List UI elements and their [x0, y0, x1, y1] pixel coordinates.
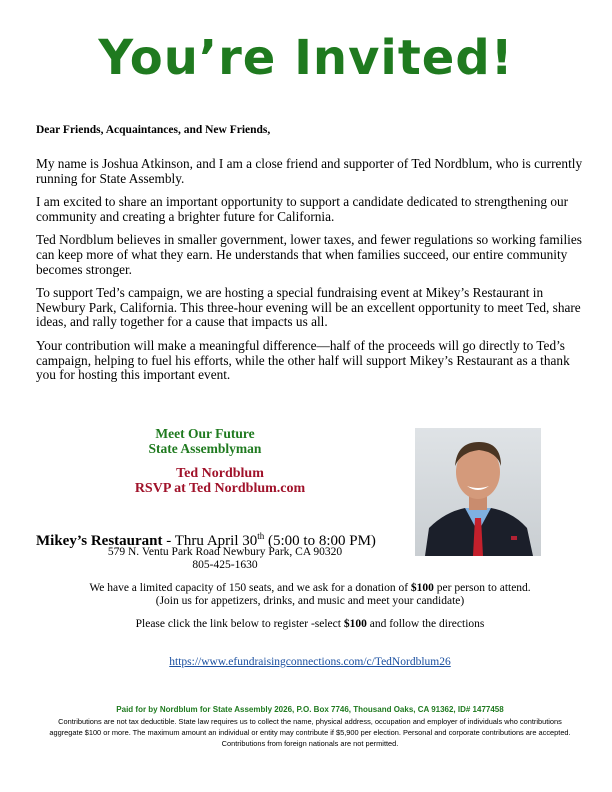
- meet-line-1: Meet Our Future: [155, 426, 255, 441]
- rsvp-line: RSVP at Ted Nordblum.com: [134, 481, 306, 496]
- register-text: Please click the link below to register -select: [135, 618, 344, 630]
- venue-address-block: [60, 546, 390, 572]
- paid-for-by: Paid for by Nordblum for State Assembly 2026, P.O. Box 7746, Thousand Oaks, CA 91362, ID# 1477458: [116, 705, 504, 714]
- invitation-title: You’re Invited!: [98, 30, 514, 86]
- event-time: (5:00 to 8:00 PM): [264, 533, 376, 549]
- paragraph-contribution: Your contribution will make a meaningful difference—half of the proceeds will go directly to Ted’s campaign, helping to fuel his efforts, while the other half will support Mikey’s Restaurant as a thank you for hosting this important event.: [36, 337, 570, 383]
- candidate-name: Ted Nordblum: [176, 466, 264, 481]
- capacity-note: (Join us for appetizers, drinks, and music and meet your candidate): [155, 595, 465, 607]
- salutation: Dear Friends, Acquaintances, and New Friends,: [36, 124, 271, 136]
- registration-link[interactable]: https://www.efundraisingconnections.com/c/TedNordblum26: [169, 656, 451, 668]
- registration-link-container: [36, 656, 584, 668]
- candidate-rsvp-block: [90, 466, 350, 496]
- capacity-info: [36, 582, 584, 608]
- paragraph-event: To support Ted’s campaign, we are hosting a special fundraising event at Mikey’s Restaurant in Newbury Park, California. This three-hour evening will be an excellent opportunity to meet Ted, share ideas, and rally together for a cause that impacts us all.: [36, 285, 581, 330]
- paragraph-intro: My name is Joshua Atkinson, and I am a close friend and supporter of Ted Nordblum, who is currently running for State Assembly.: [36, 156, 583, 186]
- meet-candidate-heading: [90, 426, 320, 456]
- paragraph-opportunity: I am excited to share an important opportunity to support a candidate dedicated to strengthening our community and creating a brighter future for California.: [36, 194, 569, 224]
- capacity-text: We have a limited capacity of 150 seats, and we ask for a donation of: [89, 582, 411, 594]
- legal-disclaimer: Contributions are not tax deductible. State law requires us to collect the name, physical address, occupation and employer of individuals who contributions aggregate $100 or more. The maximum amount an individual or entity may contribute if $5,900 per election. Personal and corporate contributions are accepted. Contributions from foreign nationals are not permitted.: [49, 717, 571, 748]
- capacity-line: [36, 582, 584, 595]
- venue-phone: 805-425-1630: [192, 559, 258, 571]
- meet-line-2: State Assemblyman: [148, 441, 262, 456]
- register-text-end: and follow the directions: [366, 618, 485, 630]
- donation-amount: $100: [410, 582, 434, 594]
- venue-name: Mikey’s Restaurant: [36, 533, 163, 549]
- paragraph-beliefs: Ted Nordblum believes in smaller government, lower taxes, and fewer regulations so working families can keep more of what they earn. He understands that when families succeed, our entire community becomes stronger.: [36, 232, 582, 277]
- candidate-photo: [415, 428, 541, 556]
- capacity-text-end: per person to attend.: [433, 582, 531, 594]
- register-amount: $100: [343, 618, 367, 630]
- letter-body: [36, 157, 584, 392]
- register-instructions: [36, 618, 584, 630]
- event-date: - Thru April 30: [162, 533, 258, 549]
- venue-address: 579 N. Ventu Park Road Newbury Park, CA 90320: [107, 546, 343, 558]
- date-suffix: th: [257, 531, 265, 541]
